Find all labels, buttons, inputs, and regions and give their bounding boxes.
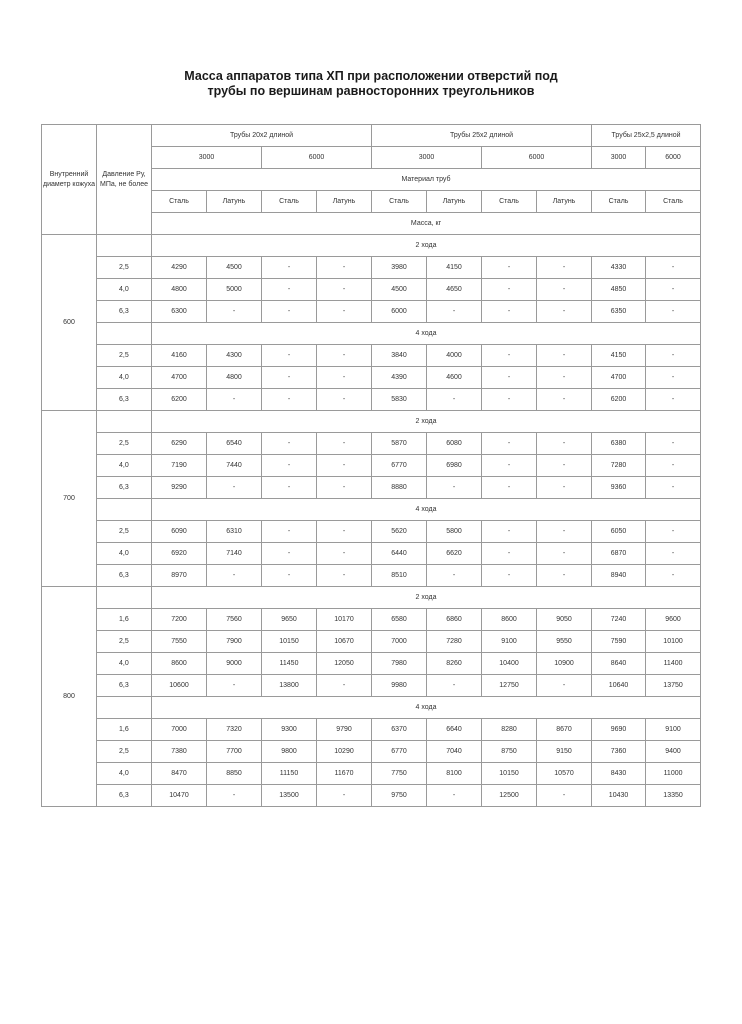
mass-cell: - [427, 389, 482, 411]
pressure-cell: 4,0 [97, 763, 152, 785]
mass-cell: - [317, 257, 372, 279]
mass-cell: 8640 [592, 653, 646, 675]
mass-cell: 4000 [427, 345, 482, 367]
mass-cell: - [482, 433, 537, 455]
header-material-type: Сталь [646, 191, 701, 213]
table-row [42, 741, 701, 763]
header-diameter: Внутренний диаметр кожуха [42, 125, 97, 235]
mass-cell: 4700 [152, 367, 207, 389]
mass-cell: 7200 [152, 609, 207, 631]
mass-cell: 8970 [152, 565, 207, 587]
header-pressure: Давление Ру, МПа, не более [97, 125, 152, 235]
mass-cell: - [646, 543, 701, 565]
mass-cell: - [207, 785, 262, 807]
mass-cell: 7280 [592, 455, 646, 477]
mass-cell: - [262, 455, 317, 477]
mass-cell: 7550 [152, 631, 207, 653]
mass-cell: 6200 [152, 389, 207, 411]
mass-cell: - [262, 433, 317, 455]
mass-cell: 8510 [372, 565, 427, 587]
mass-cell: - [262, 279, 317, 301]
pressure-cell: 6,3 [97, 565, 152, 587]
table-row [42, 785, 701, 807]
mass-cell: - [262, 521, 317, 543]
mass-cell: 4600 [427, 367, 482, 389]
mass-cell: - [207, 565, 262, 587]
mass-cell: 6080 [427, 433, 482, 455]
mass-cell: 7750 [372, 763, 427, 785]
mass-cell: 9600 [646, 609, 701, 631]
pressure-cell: 4,0 [97, 653, 152, 675]
mass-cell: - [646, 477, 701, 499]
header-material-type: Сталь [372, 191, 427, 213]
mass-cell: 7190 [152, 455, 207, 477]
mass-cell: - [482, 477, 537, 499]
table-row [42, 301, 701, 323]
header-material-type: Сталь [152, 191, 207, 213]
mass-cell: - [317, 455, 372, 477]
mass-cell: 6370 [372, 719, 427, 741]
mass-cell: 13350 [646, 785, 701, 807]
mass-cell: 4330 [592, 257, 646, 279]
mass-cell: - [482, 279, 537, 301]
pressure-cell: 6,3 [97, 477, 152, 499]
table-row [42, 367, 701, 389]
header-length: 3000 [152, 147, 262, 169]
section-label: 4 хода [152, 697, 701, 719]
mass-cell: 4290 [152, 257, 207, 279]
header-group-2: Трубы 25х2 длиной [372, 125, 592, 147]
mass-cell: - [207, 675, 262, 697]
mass-cell: - [482, 521, 537, 543]
mass-cell: - [427, 785, 482, 807]
mass-cell: 8850 [207, 763, 262, 785]
header-mass: Масса, кг [152, 213, 701, 235]
mass-cell: 6620 [427, 543, 482, 565]
mass-cell: 10600 [152, 675, 207, 697]
header-material-type: Сталь [482, 191, 537, 213]
mass-cell: - [537, 257, 592, 279]
mass-cell: 9800 [262, 741, 317, 763]
section-row [42, 587, 701, 609]
mass-cell: - [262, 389, 317, 411]
mass-cell: 13750 [646, 675, 701, 697]
mass-cell: - [646, 433, 701, 455]
mass-cell: - [427, 565, 482, 587]
mass-cell: 3840 [372, 345, 427, 367]
section-label: 4 хода [152, 323, 701, 345]
mass-cell: - [537, 543, 592, 565]
mass-cell: - [646, 565, 701, 587]
mass-cell: - [537, 477, 592, 499]
mass-cell: - [262, 543, 317, 565]
mass-cell: 8750 [482, 741, 537, 763]
mass-cell: 6860 [427, 609, 482, 631]
pressure-cell: 4,0 [97, 367, 152, 389]
mass-cell: 6380 [592, 433, 646, 455]
mass-cell: 7140 [207, 543, 262, 565]
header-group-3: Трубы 25х2,5 длиной [592, 125, 701, 147]
mass-cell: - [482, 565, 537, 587]
mass-cell: 6770 [372, 455, 427, 477]
mass-cell: 10570 [537, 763, 592, 785]
pressure-cell: 4,0 [97, 543, 152, 565]
mass-cell: - [262, 301, 317, 323]
header-material-type: Латунь [537, 191, 592, 213]
mass-cell: - [262, 477, 317, 499]
header-material-type: Сталь [262, 191, 317, 213]
mass-cell: - [317, 367, 372, 389]
section-label: 4 хода [152, 499, 701, 521]
mass-cell: 11450 [262, 653, 317, 675]
mass-cell: - [537, 389, 592, 411]
mass-cell: 6980 [427, 455, 482, 477]
mass-cell: 6640 [427, 719, 482, 741]
mass-cell: - [427, 477, 482, 499]
mass-cell: 6350 [592, 301, 646, 323]
table-row [42, 763, 701, 785]
mass-cell: 9100 [482, 631, 537, 653]
mass-cell: - [482, 389, 537, 411]
mass-cell: 5000 [207, 279, 262, 301]
mass-cell: 4800 [207, 367, 262, 389]
page-title [0, 69, 742, 99]
mass-cell: 7380 [152, 741, 207, 763]
mass-cell: 9690 [592, 719, 646, 741]
empty-cell [97, 323, 152, 345]
mass-cell: 10400 [482, 653, 537, 675]
empty-cell [97, 587, 152, 609]
mass-cell: 7000 [372, 631, 427, 653]
mass-cell: 8600 [152, 653, 207, 675]
mass-cell: 8670 [537, 719, 592, 741]
mass-cell: 13500 [262, 785, 317, 807]
mass-cell: - [537, 565, 592, 587]
mass-cell: 8100 [427, 763, 482, 785]
table-row [42, 675, 701, 697]
mass-cell: 9650 [262, 609, 317, 631]
mass-table [41, 124, 701, 807]
mass-cell: 7560 [207, 609, 262, 631]
empty-cell [97, 697, 152, 719]
mass-cell: - [317, 521, 372, 543]
mass-cell: 6200 [592, 389, 646, 411]
mass-cell: 7590 [592, 631, 646, 653]
mass-cell: - [207, 477, 262, 499]
mass-cell: 7900 [207, 631, 262, 653]
table-row [42, 719, 701, 741]
mass-cell: 8280 [482, 719, 537, 741]
diameter-cell: 600 [42, 235, 97, 411]
mass-cell: 6770 [372, 741, 427, 763]
mass-cell: - [482, 455, 537, 477]
mass-cell: 5870 [372, 433, 427, 455]
mass-cell: 9980 [372, 675, 427, 697]
mass-cell: - [537, 279, 592, 301]
mass-cell: 4800 [152, 279, 207, 301]
mass-cell: 9000 [207, 653, 262, 675]
mass-cell: - [262, 367, 317, 389]
mass-cell: - [207, 301, 262, 323]
mass-cell: - [646, 521, 701, 543]
title-line-2: трубы по вершинам равносторонних треугольников [207, 84, 535, 98]
section-row [42, 235, 701, 257]
mass-cell: - [482, 257, 537, 279]
mass-cell: 3980 [372, 257, 427, 279]
mass-cell: 9400 [646, 741, 701, 763]
mass-cell: - [317, 301, 372, 323]
section-label: 2 хода [152, 587, 701, 609]
mass-cell: - [537, 455, 592, 477]
mass-cell: 5620 [372, 521, 427, 543]
mass-cell: 13800 [262, 675, 317, 697]
mass-cell: 8600 [482, 609, 537, 631]
mass-cell: 9790 [317, 719, 372, 741]
pressure-cell: 2,5 [97, 345, 152, 367]
mass-cell: 4150 [427, 257, 482, 279]
mass-cell: - [646, 455, 701, 477]
mass-cell: - [482, 367, 537, 389]
mass-cell: 11000 [646, 763, 701, 785]
header-length: 6000 [262, 147, 372, 169]
mass-cell: - [537, 367, 592, 389]
table-row [42, 609, 701, 631]
mass-cell: 10900 [537, 653, 592, 675]
mass-cell: 6440 [372, 543, 427, 565]
mass-cell: 9300 [262, 719, 317, 741]
mass-cell: - [427, 675, 482, 697]
mass-cell: - [537, 345, 592, 367]
mass-cell: 6290 [152, 433, 207, 455]
mass-cell: 6310 [207, 521, 262, 543]
table-row [42, 345, 701, 367]
empty-cell [97, 235, 152, 257]
mass-cell: 7440 [207, 455, 262, 477]
header-length: 6000 [482, 147, 592, 169]
mass-cell: 7000 [152, 719, 207, 741]
mass-cell: - [646, 257, 701, 279]
mass-cell: 8260 [427, 653, 482, 675]
mass-cell: 11670 [317, 763, 372, 785]
table-row [42, 433, 701, 455]
section-row [42, 323, 701, 345]
mass-cell: 4150 [592, 345, 646, 367]
mass-cell: 10670 [317, 631, 372, 653]
mass-cell: 10170 [317, 609, 372, 631]
mass-cell: - [537, 301, 592, 323]
mass-cell: - [317, 543, 372, 565]
mass-cell: 9290 [152, 477, 207, 499]
table-row [42, 631, 701, 653]
mass-cell: 10430 [592, 785, 646, 807]
mass-cell: - [317, 389, 372, 411]
mass-cell: 4300 [207, 345, 262, 367]
section-label: 2 хода [152, 235, 701, 257]
mass-cell: - [262, 257, 317, 279]
table-row [42, 389, 701, 411]
mass-cell: - [262, 345, 317, 367]
mass-cell: 6920 [152, 543, 207, 565]
mass-cell: 4650 [427, 279, 482, 301]
mass-cell: 6050 [592, 521, 646, 543]
pressure-cell: 2,5 [97, 433, 152, 455]
mass-cell: 10470 [152, 785, 207, 807]
mass-cell: 10150 [482, 763, 537, 785]
mass-cell: 11150 [262, 763, 317, 785]
mass-cell: 10640 [592, 675, 646, 697]
mass-cell: 6580 [372, 609, 427, 631]
header-material-type: Сталь [592, 191, 646, 213]
mass-cell: 5830 [372, 389, 427, 411]
mass-cell: 7320 [207, 719, 262, 741]
table-body [42, 235, 701, 807]
mass-cell: - [482, 301, 537, 323]
mass-cell: 4500 [372, 279, 427, 301]
mass-cell: 8470 [152, 763, 207, 785]
mass-cell: - [646, 367, 701, 389]
table-row [42, 521, 701, 543]
header-group-1: Трубы 20х2 длиной [152, 125, 372, 147]
empty-cell [97, 499, 152, 521]
mass-cell: - [646, 279, 701, 301]
title-line-1: Масса аппаратов типа ХП при расположении отверстий под [184, 69, 558, 83]
pressure-cell: 2,5 [97, 741, 152, 763]
mass-cell: 12500 [482, 785, 537, 807]
pressure-cell: 6,3 [97, 785, 152, 807]
mass-cell: 8880 [372, 477, 427, 499]
header-material-type: Латунь [427, 191, 482, 213]
mass-cell: 11400 [646, 653, 701, 675]
table-row [42, 653, 701, 675]
pressure-cell: 1,6 [97, 719, 152, 741]
header-material-type: Латунь [207, 191, 262, 213]
pressure-cell: 4,0 [97, 455, 152, 477]
mass-cell: 5800 [427, 521, 482, 543]
mass-cell: 4160 [152, 345, 207, 367]
section-row [42, 697, 701, 719]
mass-cell: - [646, 301, 701, 323]
diameter-cell: 800 [42, 587, 97, 807]
mass-cell: 7980 [372, 653, 427, 675]
mass-cell: - [317, 565, 372, 587]
mass-cell: 7700 [207, 741, 262, 763]
mass-cell: - [646, 345, 701, 367]
header-length: 6000 [646, 147, 701, 169]
pressure-cell: 1,6 [97, 609, 152, 631]
mass-cell: 12050 [317, 653, 372, 675]
pressure-cell: 4,0 [97, 279, 152, 301]
table-row [42, 477, 701, 499]
mass-cell: - [646, 389, 701, 411]
table-row [42, 257, 701, 279]
mass-cell: 4500 [207, 257, 262, 279]
mass-cell: 6540 [207, 433, 262, 455]
mass-cell: 9100 [646, 719, 701, 741]
mass-cell: 4850 [592, 279, 646, 301]
section-row [42, 499, 701, 521]
mass-cell: 7280 [427, 631, 482, 653]
mass-cell: - [317, 785, 372, 807]
mass-cell: 6090 [152, 521, 207, 543]
pressure-cell: 6,3 [97, 675, 152, 697]
mass-cell: 6870 [592, 543, 646, 565]
mass-cell: 7360 [592, 741, 646, 763]
mass-cell: 9050 [537, 609, 592, 631]
mass-cell: - [317, 345, 372, 367]
table-row [42, 279, 701, 301]
mass-cell: 10150 [262, 631, 317, 653]
mass-cell: 8430 [592, 763, 646, 785]
mass-cell: - [482, 543, 537, 565]
pressure-cell: 2,5 [97, 631, 152, 653]
mass-cell: 9550 [537, 631, 592, 653]
mass-cell: 9360 [592, 477, 646, 499]
diameter-cell: 700 [42, 411, 97, 587]
mass-cell: - [262, 565, 317, 587]
table-row [42, 565, 701, 587]
table-header [42, 125, 701, 235]
mass-cell: - [317, 433, 372, 455]
section-label: 2 хода [152, 411, 701, 433]
mass-cell: - [537, 675, 592, 697]
mass-cell: 10100 [646, 631, 701, 653]
mass-cell: 7240 [592, 609, 646, 631]
mass-cell: 6300 [152, 301, 207, 323]
header-material-type: Латунь [317, 191, 372, 213]
mass-cell: - [482, 345, 537, 367]
table-row [42, 543, 701, 565]
table-row [42, 455, 701, 477]
mass-cell: - [317, 477, 372, 499]
mass-cell: - [317, 279, 372, 301]
mass-cell: 7040 [427, 741, 482, 763]
mass-cell: 9750 [372, 785, 427, 807]
mass-cell: 4700 [592, 367, 646, 389]
pressure-cell: 2,5 [97, 521, 152, 543]
mass-cell: - [317, 675, 372, 697]
empty-cell [97, 411, 152, 433]
mass-cell: - [207, 389, 262, 411]
mass-cell: 8940 [592, 565, 646, 587]
pressure-cell: 6,3 [97, 389, 152, 411]
mass-cell: 9150 [537, 741, 592, 763]
pressure-cell: 6,3 [97, 301, 152, 323]
header-length: 3000 [592, 147, 646, 169]
mass-cell: - [427, 301, 482, 323]
mass-cell: 4390 [372, 367, 427, 389]
section-row [42, 411, 701, 433]
mass-cell: - [537, 433, 592, 455]
header-length: 3000 [372, 147, 482, 169]
mass-cell: 10290 [317, 741, 372, 763]
pressure-cell: 2,5 [97, 257, 152, 279]
mass-cell: - [537, 521, 592, 543]
mass-cell: 12750 [482, 675, 537, 697]
mass-cell: - [537, 785, 592, 807]
header-material: Материал труб [152, 169, 701, 191]
mass-cell: 6000 [372, 301, 427, 323]
